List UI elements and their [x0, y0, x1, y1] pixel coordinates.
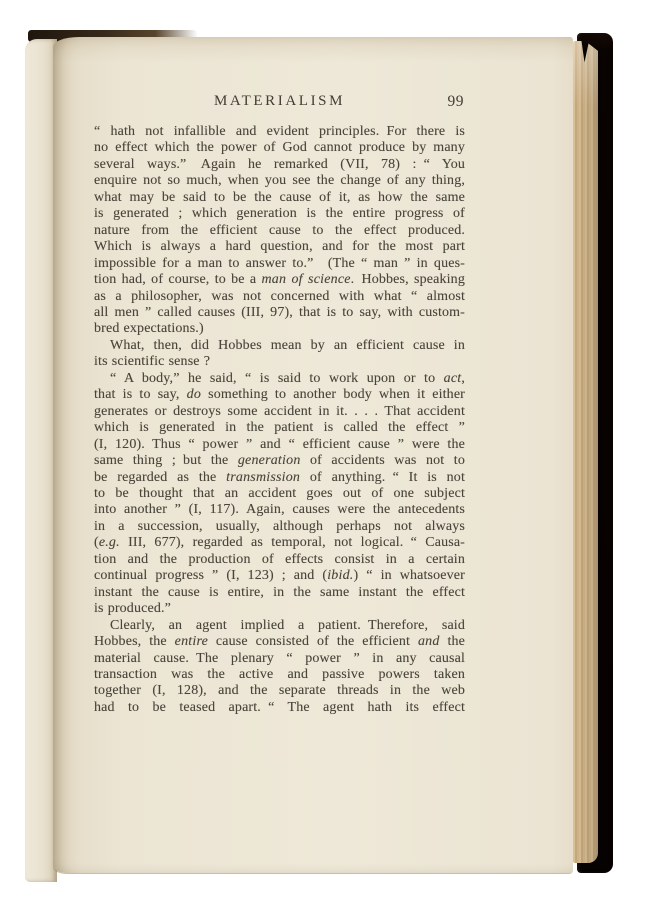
text-line: in a succession, usually, although perhaps not always — [94, 518, 465, 534]
running-header — [94, 93, 465, 111]
text-line: all men ” called causes (III, 97), that is to say, with custom- — [94, 304, 465, 320]
text-line: had to be teased apart. “ The agent hath its effect — [94, 699, 465, 715]
text-line: no effect which the power of God cannot produce by many — [94, 140, 465, 156]
text-line: (I, 120). Thus “ power ” and “ efficient cause ” were the — [94, 436, 465, 452]
text-line: generates or destroys some accident in it. . . . That accident — [94, 403, 465, 419]
text-line: which is generated in the patient is called the effect ” — [94, 420, 465, 436]
text-line: be regarded as the transmission of anything. “ It is not — [94, 469, 465, 485]
text-block — [94, 124, 465, 716]
text-line: several ways.” Again he remarked (VII, 78) : “ You — [94, 156, 465, 172]
text-line: is produced.” — [94, 601, 171, 617]
text-line: what may be said to be the cause of it, as how the same — [94, 189, 465, 205]
text-line: its scientific sense ? — [94, 354, 211, 370]
text-line: (e.g. III, 677), regarded as temporal, not logical. “ Causa- — [94, 535, 465, 551]
text-line: enquire not so much, when you see the change of any thing, — [94, 173, 465, 189]
book-page — [53, 37, 573, 873]
text-line: that is to say, do something to another body when it either — [94, 387, 465, 403]
text-line: same thing ; but the generation of accidents was not to — [94, 453, 465, 469]
text-line: material cause. The plenary “ power ” in any causal — [94, 650, 465, 666]
text-line: as a philosopher, was not concerned with what “ almost — [94, 288, 465, 304]
book-fore-edge-pages — [573, 41, 598, 863]
running-header-title: MATERIALISM — [213, 93, 346, 109]
text-line: nature from the efficient cause to the effect produced. — [94, 222, 465, 238]
text-line: to be thought that an accident goes out of one subject — [94, 485, 465, 501]
text-line: together (I, 128), and the separate threads in the web — [94, 683, 465, 699]
text-line: into another ” (I, 117). Again, causes were the antecedents — [94, 502, 465, 518]
book — [25, 28, 615, 876]
page-number: 99 — [447, 93, 464, 110]
text-line: continual progress ” (I, 123) ; and (ibid.) “ in whatsoever — [94, 568, 465, 584]
text-line: What, then, did Hobbes mean by an efficient cause in — [110, 337, 465, 353]
text-line: is generated ; which generation is the entire progress of — [94, 206, 465, 222]
text-line: bred expectations.) — [94, 321, 204, 337]
text-line: “ A body,” he said, “ is said to work upon or to act, — [110, 370, 465, 386]
text-line: “ hath not infallible and evident principles. For there is — [94, 124, 465, 139]
text-line: tion had, of course, to be a man of science. Hobbes, speaking — [94, 272, 465, 288]
text-line: impossible for a man to answer to.” (The “ man ” in ques- — [94, 255, 465, 271]
text-line: tion and the production of effects consist in a certain — [94, 551, 465, 567]
text-line: instant the cause is entire, in the same instant the effect — [94, 584, 465, 600]
text-line: Hobbes, the entire cause consisted of the efficient and the — [94, 634, 465, 650]
text-line: Which is always a hard question, and for the most part — [94, 239, 465, 255]
text-line: transaction was the active and passive powers taken — [94, 666, 465, 682]
text-line: Clearly, an agent implied a patient. Therefore, said — [110, 617, 465, 633]
